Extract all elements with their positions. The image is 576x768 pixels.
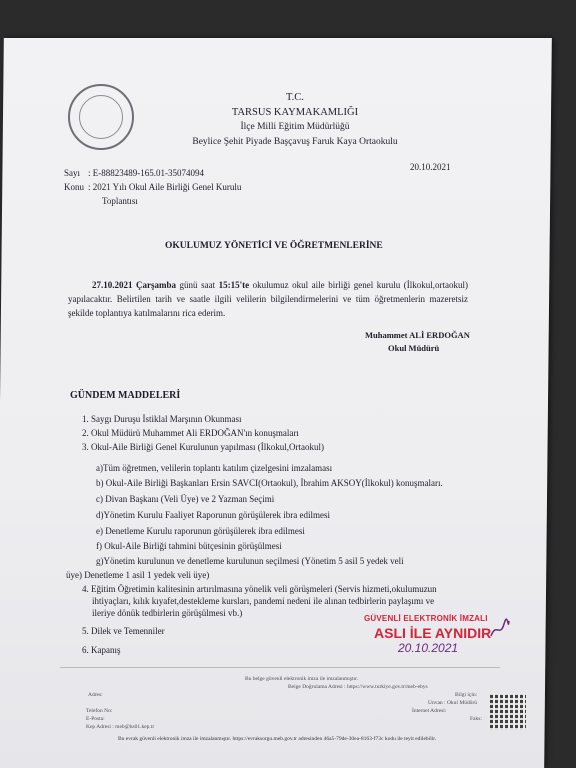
footer-email: E-Posta: (86, 716, 105, 722)
agenda-subitem: e) Denetleme Kurulu raporunun görüşülerek ibra edilmesi (96, 526, 305, 536)
agenda-subitem: d)Yönetim Kurulu Faaliyet Raporunun görüşülerek ibra edilmesi (96, 510, 330, 520)
agenda-item: 4. Eğitim Öğretimin kalitesinin artırılmasına yönelik veli görüşmeleri (Servis hizmeti,okulumuzun (82, 584, 437, 594)
header-school: Beylice Şehit Piyade Başçavuş Faruk Kaya Ortaokulu (192, 137, 398, 147)
agenda-subitem: c) Divan Başkanı (Veli Üye) ve 2 Yazman Seçimi (96, 494, 275, 504)
footer-verification-code: Bu evrak güvenli elektronik imza ile imzalanmıştır. https://evraksorgu.meb.gov.tr adresinden 46a5-79de-30ea-8163-f73c kodu ile teyit edilebilir. (118, 736, 437, 742)
meeting-date: 27.10.2021 Çarşamba (92, 280, 177, 290)
meb-seal-logo (68, 84, 134, 150)
agenda-subitem: a)Tüm öğretmen, velilerin toplantı katılım çizelgesini imzalaması (96, 463, 333, 473)
certified-copy-stamp: ASLI İLE AYNIDIR (374, 625, 492, 641)
footer-address: Adres: (88, 692, 103, 698)
agenda-subitem: f) Okul-Aile Birliği tahmini bütçesinin görüşülmesi (96, 541, 282, 551)
agenda-item: 1. Saygı Duruşu İstiklal Marşının Okunması (82, 414, 242, 424)
header-mudurluk: İlçe Milli Eğitim Müdürlüğü (240, 122, 350, 132)
header-tc: T.C. (286, 92, 304, 103)
footer-info: Bilgi için: (455, 692, 478, 698)
footer-divider (60, 667, 500, 668)
body-text-2: okulumuz okul aile birliği genel kurulu (İlkokul,ortaokul) yapılacaktır. Belirtilen tarih ve saatle ilgili velilerin bilgilendirmelerini ve tüm öğretmenlerin mazeretsiz şekilde toplantıya katılmalarını rica ederim. (68, 280, 468, 318)
agenda-item-cont: ihtiyaçları, kılık kıyafet,destekleme kursları, pandemi nedeni ile alınan tedbirlerin paylaşımı ve (92, 596, 435, 606)
sayi-value: : E-88823489-165.01-35074094 (88, 168, 204, 178)
agenda-item-cont: ileriye dönük tedbirlerin görüşülmesi vb.) (92, 608, 243, 618)
body-text-1: günü saat (176, 280, 219, 290)
document-page (0, 38, 552, 768)
footer-verify: Belge Doğrulama Adresi : https://www.turkiye.gov.tr/meb-ebys (288, 684, 428, 690)
agenda-item: 5. Dilek ve Temenniler (82, 626, 165, 636)
footer-kep: Kep Adresi : meb@hs01.kep.tr (86, 724, 155, 730)
body-paragraph (68, 278, 468, 320)
e-signature-stamp: GÜVENLİ ELEKTRONİK İMZALI (364, 614, 488, 623)
footer-phone: Telefon No: (86, 708, 113, 714)
footer-fax: Faks: (470, 716, 482, 722)
konu-label: Konu (64, 182, 84, 192)
agenda-subitem: g)Yönetim kurulunun ve denetleme kurulunun seçilmesi (Yönetim 5 asil 5 yedek veli (96, 556, 404, 566)
document-date: 20.10.2021 (410, 162, 451, 172)
footer-internet: İnternet Adresi: (412, 708, 447, 714)
footer-title: Unvan : Okul Müdürü (428, 700, 478, 706)
agenda-subitem: b) Okul-Aile Birliği Başkanları Ersin SAVCI(Ortaokul), İbrahim AKSOY(İlkokul) konuşmaları. (96, 478, 443, 488)
konu-value: : 2021 Yılı Okul Aile Birliği Genel Kurulu (88, 182, 242, 192)
header-kaymakamlik: TARSUS KAYMAKAMLIĞI (231, 107, 359, 118)
qr-code (490, 694, 526, 730)
handwritten-date: 20.10.2021 (398, 641, 459, 655)
signature-title: Okul Müdürü (388, 343, 440, 353)
addressee: OKULUMUZ YÖNETİCİ VE ÖĞRETMENLERİNE (165, 241, 383, 251)
agenda-item: 3. Okul-Aile Birliği Genel Kurulunun yapılması (İlkokul,Ortaokul) (82, 442, 324, 452)
footer-esign-note: Bu belge güvenli elektronik imza ile imzalanmıştır. (245, 676, 358, 682)
signature-scribble-icon (488, 618, 510, 640)
konu-value-2: Toplantısı (102, 196, 138, 206)
sayi-label: Sayı (64, 168, 81, 178)
meeting-time: 15:15'te (218, 280, 250, 290)
agenda-title: GÜNDEM MADDELERİ (70, 390, 181, 401)
signature-name: Muhammet ALİ ERDOĞAN (365, 330, 470, 340)
agenda-subitem: üye) Denetleme 1 asil 1 yedek veli üye) (66, 570, 210, 580)
agenda-item: 2. Okul Müdürü Muhammet Ali ERDOĞAN'ın konuşmaları (82, 428, 299, 438)
agenda-item: 6. Kapanış (82, 645, 121, 655)
